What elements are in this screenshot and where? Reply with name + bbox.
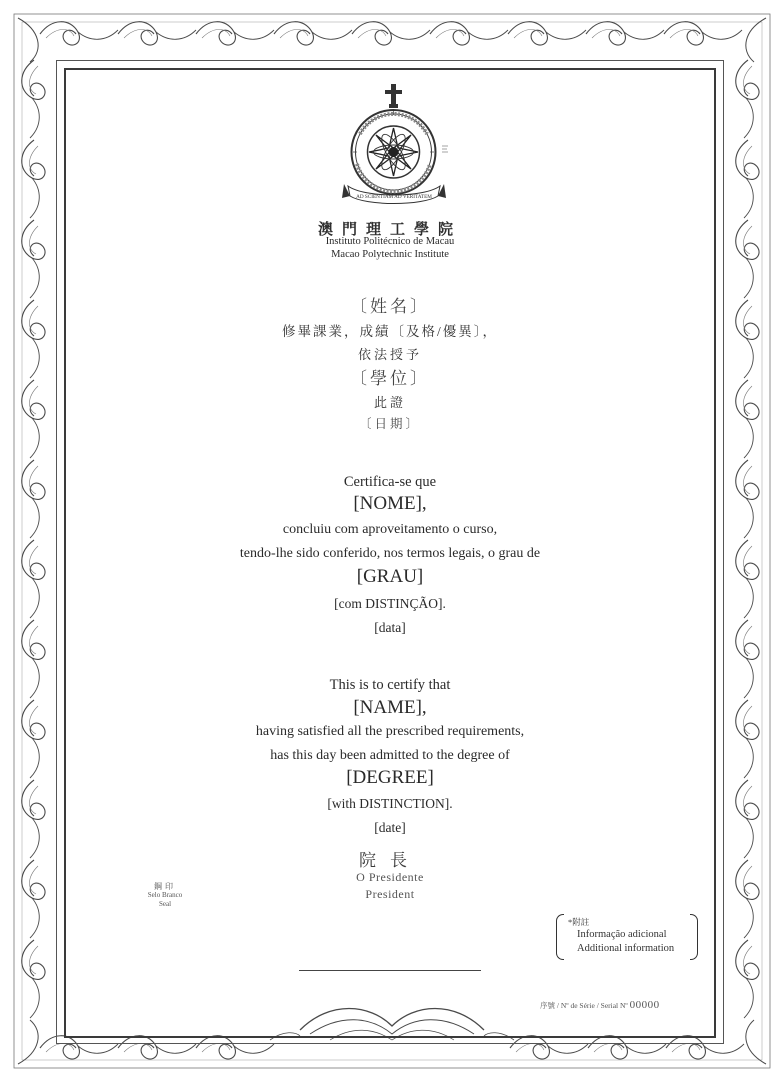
en-degree-placeholder: [DEGREE] [346, 767, 434, 788]
zh-degree-placeholder: 〔學位〕 [350, 369, 430, 388]
en-name-placeholder: [NAME], [353, 697, 427, 718]
en-line-1: having satisfied all the prescribed requirements, [255, 724, 525, 739]
additional-info-pt: Informação adicional [577, 929, 667, 940]
en-distinction: [with DISTINCTION]. [327, 796, 453, 811]
president-title-pt: O Presidente [356, 870, 424, 884]
institution-name-zh: 澳門理工學院 [317, 222, 462, 238]
pt-line-1: concluiu com aproveitamento o curso, [282, 522, 498, 537]
president-title-en: President [365, 887, 415, 901]
institution-name-pt: Instituto Politécnico de Macau [325, 236, 455, 247]
pt-distinction: [com DISTINÇÃO]. [334, 596, 446, 611]
additional-info-zh: *附註 [568, 917, 590, 927]
president-title-zh: 院長 [359, 851, 421, 870]
zh-by-law: 依法授予 [357, 347, 422, 362]
additional-info-en: Additional information [577, 943, 675, 954]
seal-label-pt: Selo Branco [147, 891, 183, 899]
en-line-2: has this day been admitted to the degree of [270, 748, 510, 763]
zh-name-placeholder: 〔姓名〕 [350, 297, 430, 316]
pt-line-2: tendo-lhe sido conferido, nos termos legais, o grau de [239, 546, 541, 561]
bracket-right [690, 914, 698, 960]
en-certify: This is to certify that [329, 677, 451, 693]
pt-certify: Certifica-se que [343, 474, 437, 490]
emblem-motto: AD SCIENTIAM AD VERITATEM [356, 194, 432, 200]
seal-label-en: Seal [158, 900, 172, 908]
seal-label [130, 882, 200, 909]
zh-certify: 此證 [373, 395, 406, 410]
institute-emblem [334, 82, 454, 212]
pt-date-placeholder: [data] [374, 620, 406, 635]
en-date-placeholder: [date] [374, 820, 406, 835]
institution-name-en: Macao Polytechnic Institute [331, 249, 449, 260]
serial-number [540, 999, 700, 1011]
pt-name-placeholder: [NOME], [353, 493, 427, 514]
zh-completion-line: 修畢課業，成績〔及格/優異〕， [281, 324, 498, 339]
serial-label: 序號 / Nº de Série / Serial Nº [540, 1001, 628, 1010]
additional-info-box [556, 912, 698, 962]
pt-degree-placeholder: [GRAU] [356, 566, 424, 587]
serial-value: 00000 [629, 999, 660, 1011]
zh-date-placeholder: 〔日期〕 [358, 417, 421, 431]
signature-line [299, 970, 481, 971]
seal-label-zh: 鋼印 [154, 882, 176, 891]
bracket-left [556, 914, 564, 960]
